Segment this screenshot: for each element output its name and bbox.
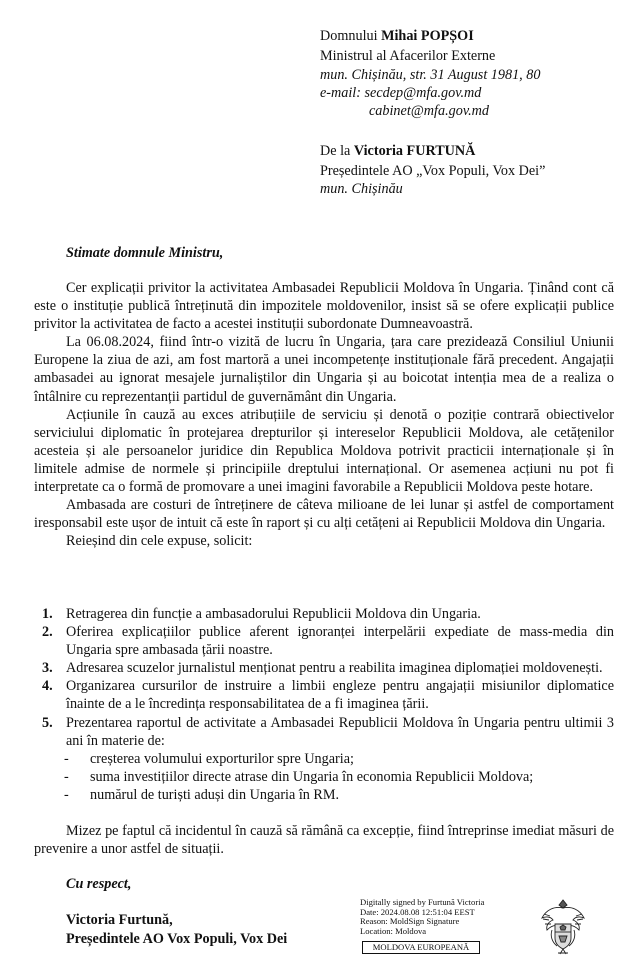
digital-signed-by: Digitally signed by Furtună Victoria bbox=[360, 897, 485, 907]
signature-name: Victoria Furtună, bbox=[66, 912, 173, 928]
recipient-address: mun. Chișinău, str. 31 August 1981, 80 bbox=[320, 67, 541, 83]
sender-name: Victoria FURTUNĂ bbox=[353, 143, 476, 159]
list-number: 3. bbox=[42, 660, 53, 677]
paragraph-3: Acțiunile în cauză au exces atribuțiile de serviciu și denotă o poziție contrară obiectivelor serviciului diplomatic în protejarea drepturilor și intereselor Republicii Moldova, ale cetățenilor acesteia și ale persoanelor juridice din Republica Moldova potrivit practicii internaționale și în limitele admise de normele și principiile dreptului internațional. Or asemenea acțiuni nu pot fi interpretate ca o formă de promovare a unei imagini favorabile a Republicii Moldova peste hotare. bbox=[34, 406, 614, 496]
signature-box: MOLDOVA EUROPEANĂ bbox=[362, 941, 480, 954]
list-text: Oferirea explicațiilor publice aferent ignoranței interpelării expediate de mass-media din Ungaria spre ambasada țării noastre. bbox=[66, 624, 614, 659]
recipient-email-line bbox=[320, 84, 481, 102]
paragraph-2: La 06.08.2024, fiind într-o vizită de lucru în Ungaria, țara care prezidează Consiliul Uniunii Europene la ziua de azi, am fost martoră a unei incompetențe instituționale fără precedent. Angajații ambasadei au ignorat mesajele jurnaliștilor din Ungaria și au boicotat intenția mea de a realiza o întâlnire cu reprezentanții partidul de guvernământ din Ungaria. bbox=[34, 334, 614, 405]
list-number: 4. bbox=[42, 678, 53, 695]
email-cabinet[interactable]: cabinet@mfa.gov.md bbox=[369, 103, 489, 119]
paragraph-5: Reieșind din cele expuse, solicit: bbox=[66, 533, 253, 550]
list-item bbox=[42, 623, 614, 659]
recipient-name-line bbox=[320, 27, 474, 45]
list-item bbox=[42, 714, 614, 750]
list-number: 2. bbox=[42, 624, 53, 641]
sub-list-text: suma investițiilor directe atrase din Ungaria în economia Republicii Moldova; bbox=[90, 768, 534, 785]
digital-date: Date: 2024.08.08 12:51:04 EEST bbox=[360, 906, 475, 917]
regards: Cu respect, bbox=[66, 876, 132, 892]
email-label: e-mail: bbox=[320, 85, 361, 101]
sender-prefix: De la bbox=[320, 143, 351, 159]
sender-name-line bbox=[320, 142, 475, 160]
recipient-prefix: Domnului bbox=[320, 28, 378, 44]
sub-list-item: - suma investițiilor directe atrase din Ungaria în economia Republicii Moldova; bbox=[64, 768, 534, 785]
requests-list bbox=[42, 605, 614, 804]
list-item bbox=[42, 677, 614, 713]
list-item bbox=[42, 605, 614, 623]
list-number: 5. bbox=[42, 714, 53, 731]
paragraph-1: Cer explicații privitor la activitatea Ambasadei Republicii Moldova în Ungaria. Ținând cont că este o instituție publică întreținută din impozitele moldovenilor, insist să se ofere explicații publice privitor la activitatea de facto a acestei instituții subordonate Dumneavoastră. bbox=[34, 280, 614, 333]
digital-signature bbox=[360, 898, 484, 936]
paragraph-4: Ambasada are costuri de întreținere de câteva milioane de lei lunar și astfel de comportament iresponsabil este ușor de intuit că este în raport și cu alți cetățeni ai Republicii Moldova din Ungaria. bbox=[34, 497, 614, 532]
list-text: Organizarea cursurilor de instruire a limbii engleze pentru angajații misiunilor diplomatice înainte de a le încredința responsabilitatea de a fi imaginea țării. bbox=[66, 678, 614, 713]
signature-title: Președintele AO Vox Populi, Vox Dei bbox=[66, 931, 288, 947]
closing-paragraph: Mizez pe faptul că incidentul în cauză să rămână ca excepție, fiind întreprinse imediat măsuri de prevenire a unor astfel de situații. bbox=[34, 823, 614, 858]
recipient-title: Ministrul al Afacerilor Externe bbox=[320, 48, 496, 64]
digital-location: Location: Moldova bbox=[360, 925, 427, 936]
sender-city: mun. Chișinău bbox=[320, 181, 403, 197]
email-secdep[interactable]: secdep@mfa.gov.md bbox=[364, 85, 482, 101]
coat-of-arms-icon bbox=[538, 896, 588, 958]
list-text: Retragerea din funcție a ambasadorului Republicii Moldova din Ungaria. bbox=[66, 606, 481, 622]
salutation: Stimate domnule Ministru, bbox=[66, 245, 224, 261]
list-item bbox=[42, 659, 614, 677]
letter-body bbox=[34, 279, 614, 550]
list-number: 1. bbox=[42, 606, 53, 622]
sub-list-text: numărul de turiști aduși din Ungaria în RM. bbox=[90, 786, 340, 803]
sender-title: Președintele AO „Vox Populi, Vox Dei” bbox=[320, 163, 546, 179]
sub-list-item: - creșterea volumului exporturilor spre Ungaria; bbox=[64, 750, 354, 767]
sub-list-text: creșterea volumului exporturilor spre Ungaria; bbox=[90, 750, 354, 767]
recipient-name: Mihai POPȘOI bbox=[381, 28, 474, 44]
digital-reason: Reason: MoldSign Signature bbox=[360, 916, 460, 927]
closing-block bbox=[34, 822, 614, 858]
list-text: Prezentarea raportul de activitate a Ambasadei Republicii Moldova în Ungaria pentru ultimii 3 ani în materie de: bbox=[66, 714, 614, 749]
list-text: Adresarea scuzelor jurnalistul menționat pentru a reabilita imaginea diplomației moldovenești. bbox=[66, 660, 603, 677]
sub-list-item: - numărul de turiști aduși din Ungaria în RM. bbox=[64, 786, 340, 803]
